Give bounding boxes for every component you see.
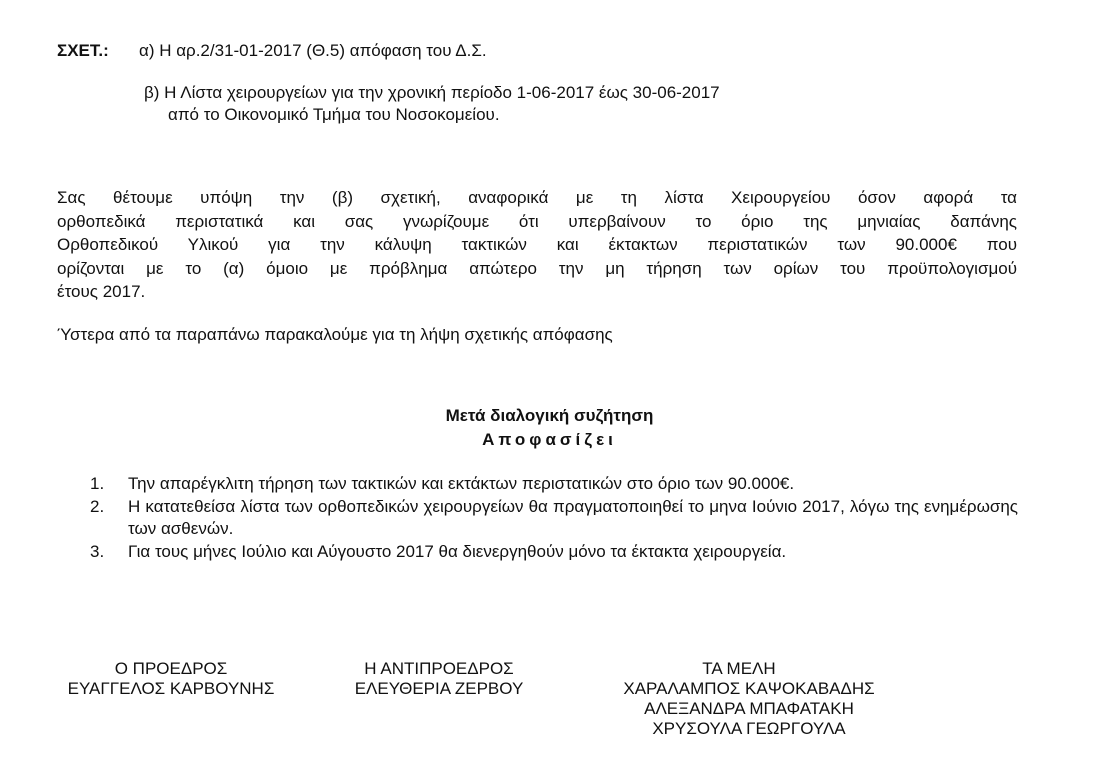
list-item-text: Για τους μήνες Ιούλιο και Αύγουστο 2017 θα διενεργηθούν μόνο τα έκτακτα χειρουργεία. <box>128 542 787 561</box>
list-item-text: Την απαρέγκλιτη τήρηση των τακτικών και εκτάκτων περιστατικών στο όριο των 90.000€. <box>128 474 795 493</box>
paragraph-line: έτους 2017. <box>57 282 146 301</box>
president-name: ΕΥΑΓΓΕΛΟΣ ΚΑΡΒΟΥΝΗΣ <box>67 679 275 698</box>
president-title: Ο ΠΡΟΕΔΡΟΣ <box>114 659 228 678</box>
paragraph-line: ορθοπεδικά περιστατικά και σας γνωρίζουμε ότι υπερβαίνουν το όριο της μηνιαίας δαπάνης <box>57 211 1017 231</box>
paragraph-line: ορίζονται με το (α) όμοιο με πρόβλημα απώτερο την μη τήρηση των ορίων του προϋπολογισμού <box>57 258 1017 278</box>
request-text: Ύστερα από τα παραπάνω παρακαλούμε για τη λήψη σχετικής απόφασης <box>57 325 613 344</box>
members-signature <box>590 659 908 739</box>
vice-president-name: ΕΛΕΥΘΕΡΙΑ ΖΕΡΒΟΥ <box>354 679 524 698</box>
list-item-text: Η κατατεθείσα λίστα των ορθοπεδικών χειρουργείων θα πραγματοποιηθεί το μηνα Ιούνιο 2017, λόγω της ενημέρωσης των ασθενών. <box>128 497 1018 538</box>
reference-item-a: α) Η αρ.2/31-01-2017 (Θ.5) απόφαση του Δ.Σ. <box>139 41 487 60</box>
member-name: ΑΛΕΞΑΝΔΡΑ ΜΠΑΦΑΤΑΚΗ <box>644 699 854 718</box>
list-item-number: 2. <box>90 497 105 516</box>
vice-president-title: Η ΑΝΤΙΠΡΟΕΔΡΟΣ <box>364 659 514 678</box>
members-title: ΤΑ ΜΕΛΗ <box>702 659 776 678</box>
decision-list <box>90 473 1018 564</box>
member-name: ΧΑΡΑΛΑΜΠΟΣ ΚΑΨΟΚΑΒΑΔΗΣ <box>623 679 875 698</box>
list-item <box>90 541 1018 563</box>
list-item-number: 3. <box>90 542 105 561</box>
reference-item-b-line1: β) Η Λίστα χειρουργείων για την χρονική περίοδο 1-06-2017 έως 30-06-2017 <box>144 83 720 102</box>
list-item-number: 1. <box>90 474 105 493</box>
member-name: ΧΡΥΣΟΥΛΑ ΓΕΩΡΓΟΥΛΑ <box>652 719 846 738</box>
reference-item-b-line2: από το Οικονομικό Τμήμα του Νοσοκομείου. <box>168 105 500 124</box>
reference-label: ΣΧΕΤ.: <box>57 41 109 60</box>
list-item <box>90 473 1018 495</box>
paragraph-line: Ορθοπεδικού Υλικού για την κάλυψη τακτικών και έκτακτων περιστατικών των 90.000€ που <box>57 235 1017 254</box>
decision-heading: Μετά διαλογική συζήτηση <box>445 406 654 425</box>
president-signature <box>40 659 302 699</box>
paragraph-line: Σας θέτουμε υπόψη την (β) σχετική, αναφορικά με τη λίστα Χειρουργείου όσον αφορά τα <box>57 188 1017 207</box>
decision-verdict: Αποφασίζει <box>482 430 617 449</box>
body-paragraph <box>57 186 1017 304</box>
list-item <box>90 496 1018 540</box>
vice-president-signature <box>330 659 548 699</box>
